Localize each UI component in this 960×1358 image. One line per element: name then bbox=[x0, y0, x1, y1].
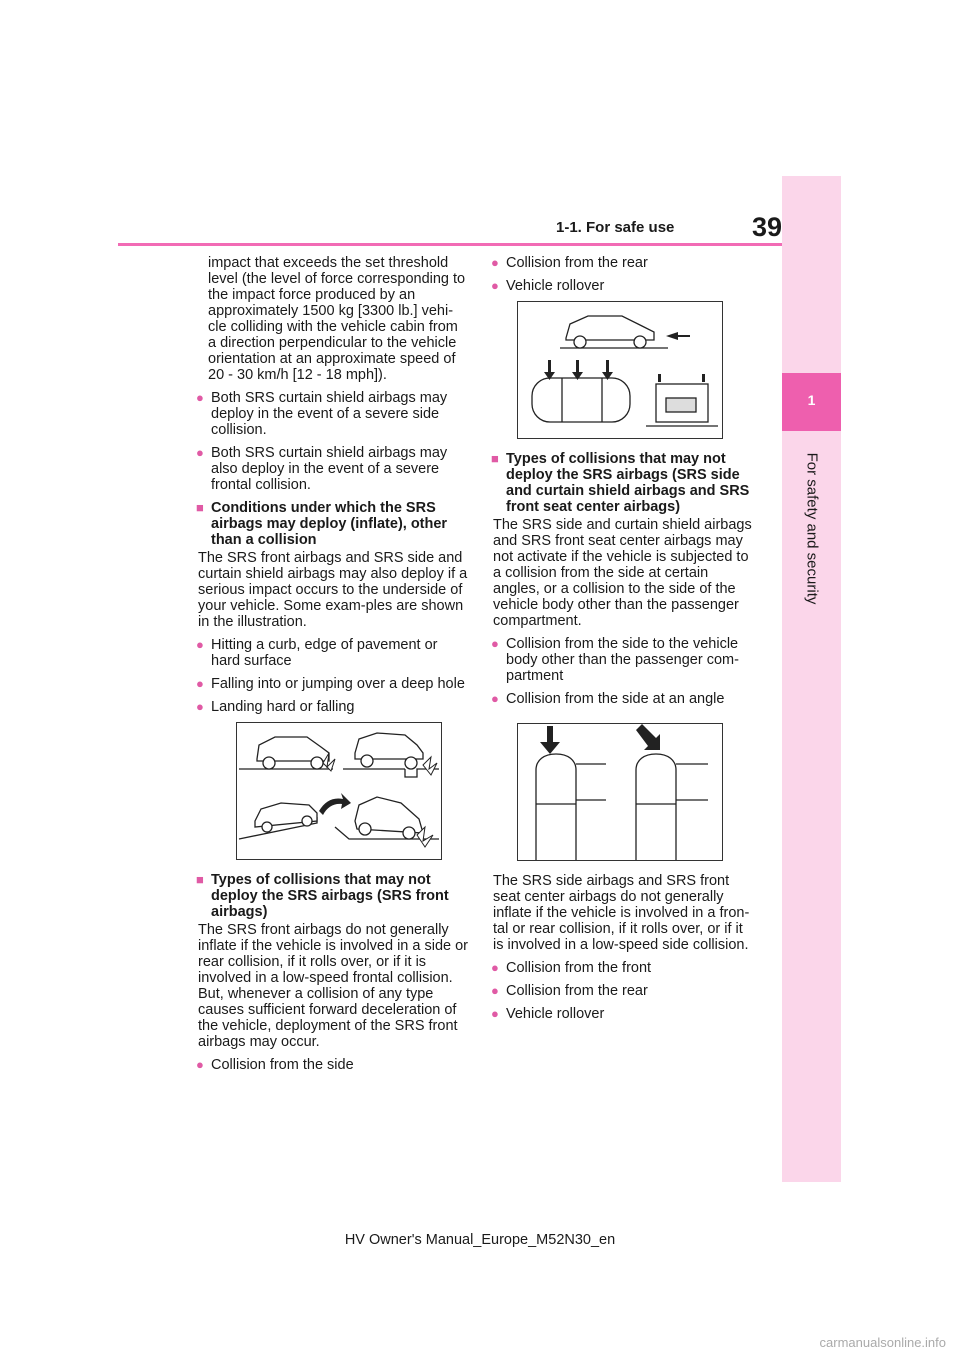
list-item: ● Collision from the side to the vehicle body other than the passenger com-partment bbox=[493, 636, 755, 684]
illustration-underside-impact bbox=[236, 722, 442, 860]
list-item: ● Vehicle rollover bbox=[493, 1006, 755, 1022]
paragraph: The SRS side airbags and SRS front seat center airbags do not generally inflate if the vehicle is involved in a fron-tal or rear collision, if it rolls over, or if it is involved in a low-speed side collision. bbox=[493, 873, 750, 953]
underside-impact-drawing bbox=[237, 723, 441, 859]
left-column bbox=[198, 255, 468, 1080]
list-item: ● Collision from the side at an angle bbox=[493, 691, 755, 707]
page-number: 39 bbox=[752, 212, 783, 242]
list-item: ● Falling into or jumping over a deep hole bbox=[198, 676, 468, 692]
paragraph: The SRS front airbags and SRS side and curtain shield airbags may also deploy if a serious impact occurs to the underside of your vehicle. Some exam-ples are shown in the illustration. bbox=[198, 550, 468, 630]
section-heading: ■ Conditions under which the SRS airbags may deploy (inflate), other than a collision bbox=[198, 500, 468, 548]
section-heading: ■ Types of collisions that may not deploy the SRS airbags (SRS front airbags) bbox=[198, 872, 468, 920]
right-column bbox=[493, 255, 755, 1029]
list-item: ● Hitting a curb, edge of pavement or hard surface bbox=[198, 637, 468, 669]
watermark: carmanualsonline.info bbox=[819, 1335, 946, 1350]
side-angle-drawing bbox=[518, 724, 722, 860]
paragraph: The SRS front airbags do not generally inflate if the vehicle is involved in a side or rear collision, if it rolls over, or if it is involved in a low-speed frontal collision. But, whenever a collision of any type causes sufficient forward deceleration of the vehicle, deployment of the SRS front airbags may occur. bbox=[198, 922, 469, 1050]
header-rule bbox=[118, 243, 782, 246]
intro-paragraph: impact that exceeds the set threshold level (the level of force corresponding to the impact force produced by an approximately 1500 kg [3300 lb.] vehi-cle colliding with the vehicle cabin from a direction perpendicular to the vehicle orientation at an approximate speed of 20 - 30 km/h [12 - 18 mph]). bbox=[208, 255, 466, 383]
footer-text: HV Owner's Manual_Europe_M52N30_en bbox=[344, 1232, 616, 1248]
rear-rollover-drawing bbox=[518, 302, 722, 438]
section-title: 1-1. For safe use bbox=[556, 219, 675, 236]
illustration-side-angle bbox=[517, 723, 723, 861]
list-item: ● Collision from the rear bbox=[493, 255, 755, 271]
list-item: ● Both SRS curtain shield airbags may also deploy in the event of a severe frontal collision. bbox=[198, 445, 468, 493]
chapter-title: For safety and security bbox=[803, 452, 821, 605]
list-item: ● Landing hard or falling bbox=[198, 699, 468, 715]
list-item: ● Vehicle rollover bbox=[493, 278, 755, 294]
list-item: ● Collision from the front bbox=[493, 960, 755, 976]
illustration-rear-rollover bbox=[517, 301, 723, 439]
list-item: ● Both SRS curtain shield airbags may deploy in the event of a severe side collision. bbox=[198, 390, 468, 438]
list-item: ● Collision from the rear bbox=[493, 983, 755, 999]
paragraph: The SRS side and curtain shield airbags and SRS front seat center airbags may not activate if the vehicle is subjected to a collision from the side at certain angles, or a collision to the side of the vehicle body other than the passenger compartment. bbox=[493, 517, 752, 629]
side-tab bbox=[782, 176, 841, 1182]
chapter-number: 1 bbox=[807, 392, 816, 408]
section-heading: ■ Types of collisions that may not deploy the SRS airbags (SRS side and curtain shield airbags and SRS front seat center airbags) bbox=[493, 451, 755, 515]
list-item: ● Collision from the side bbox=[198, 1057, 468, 1073]
